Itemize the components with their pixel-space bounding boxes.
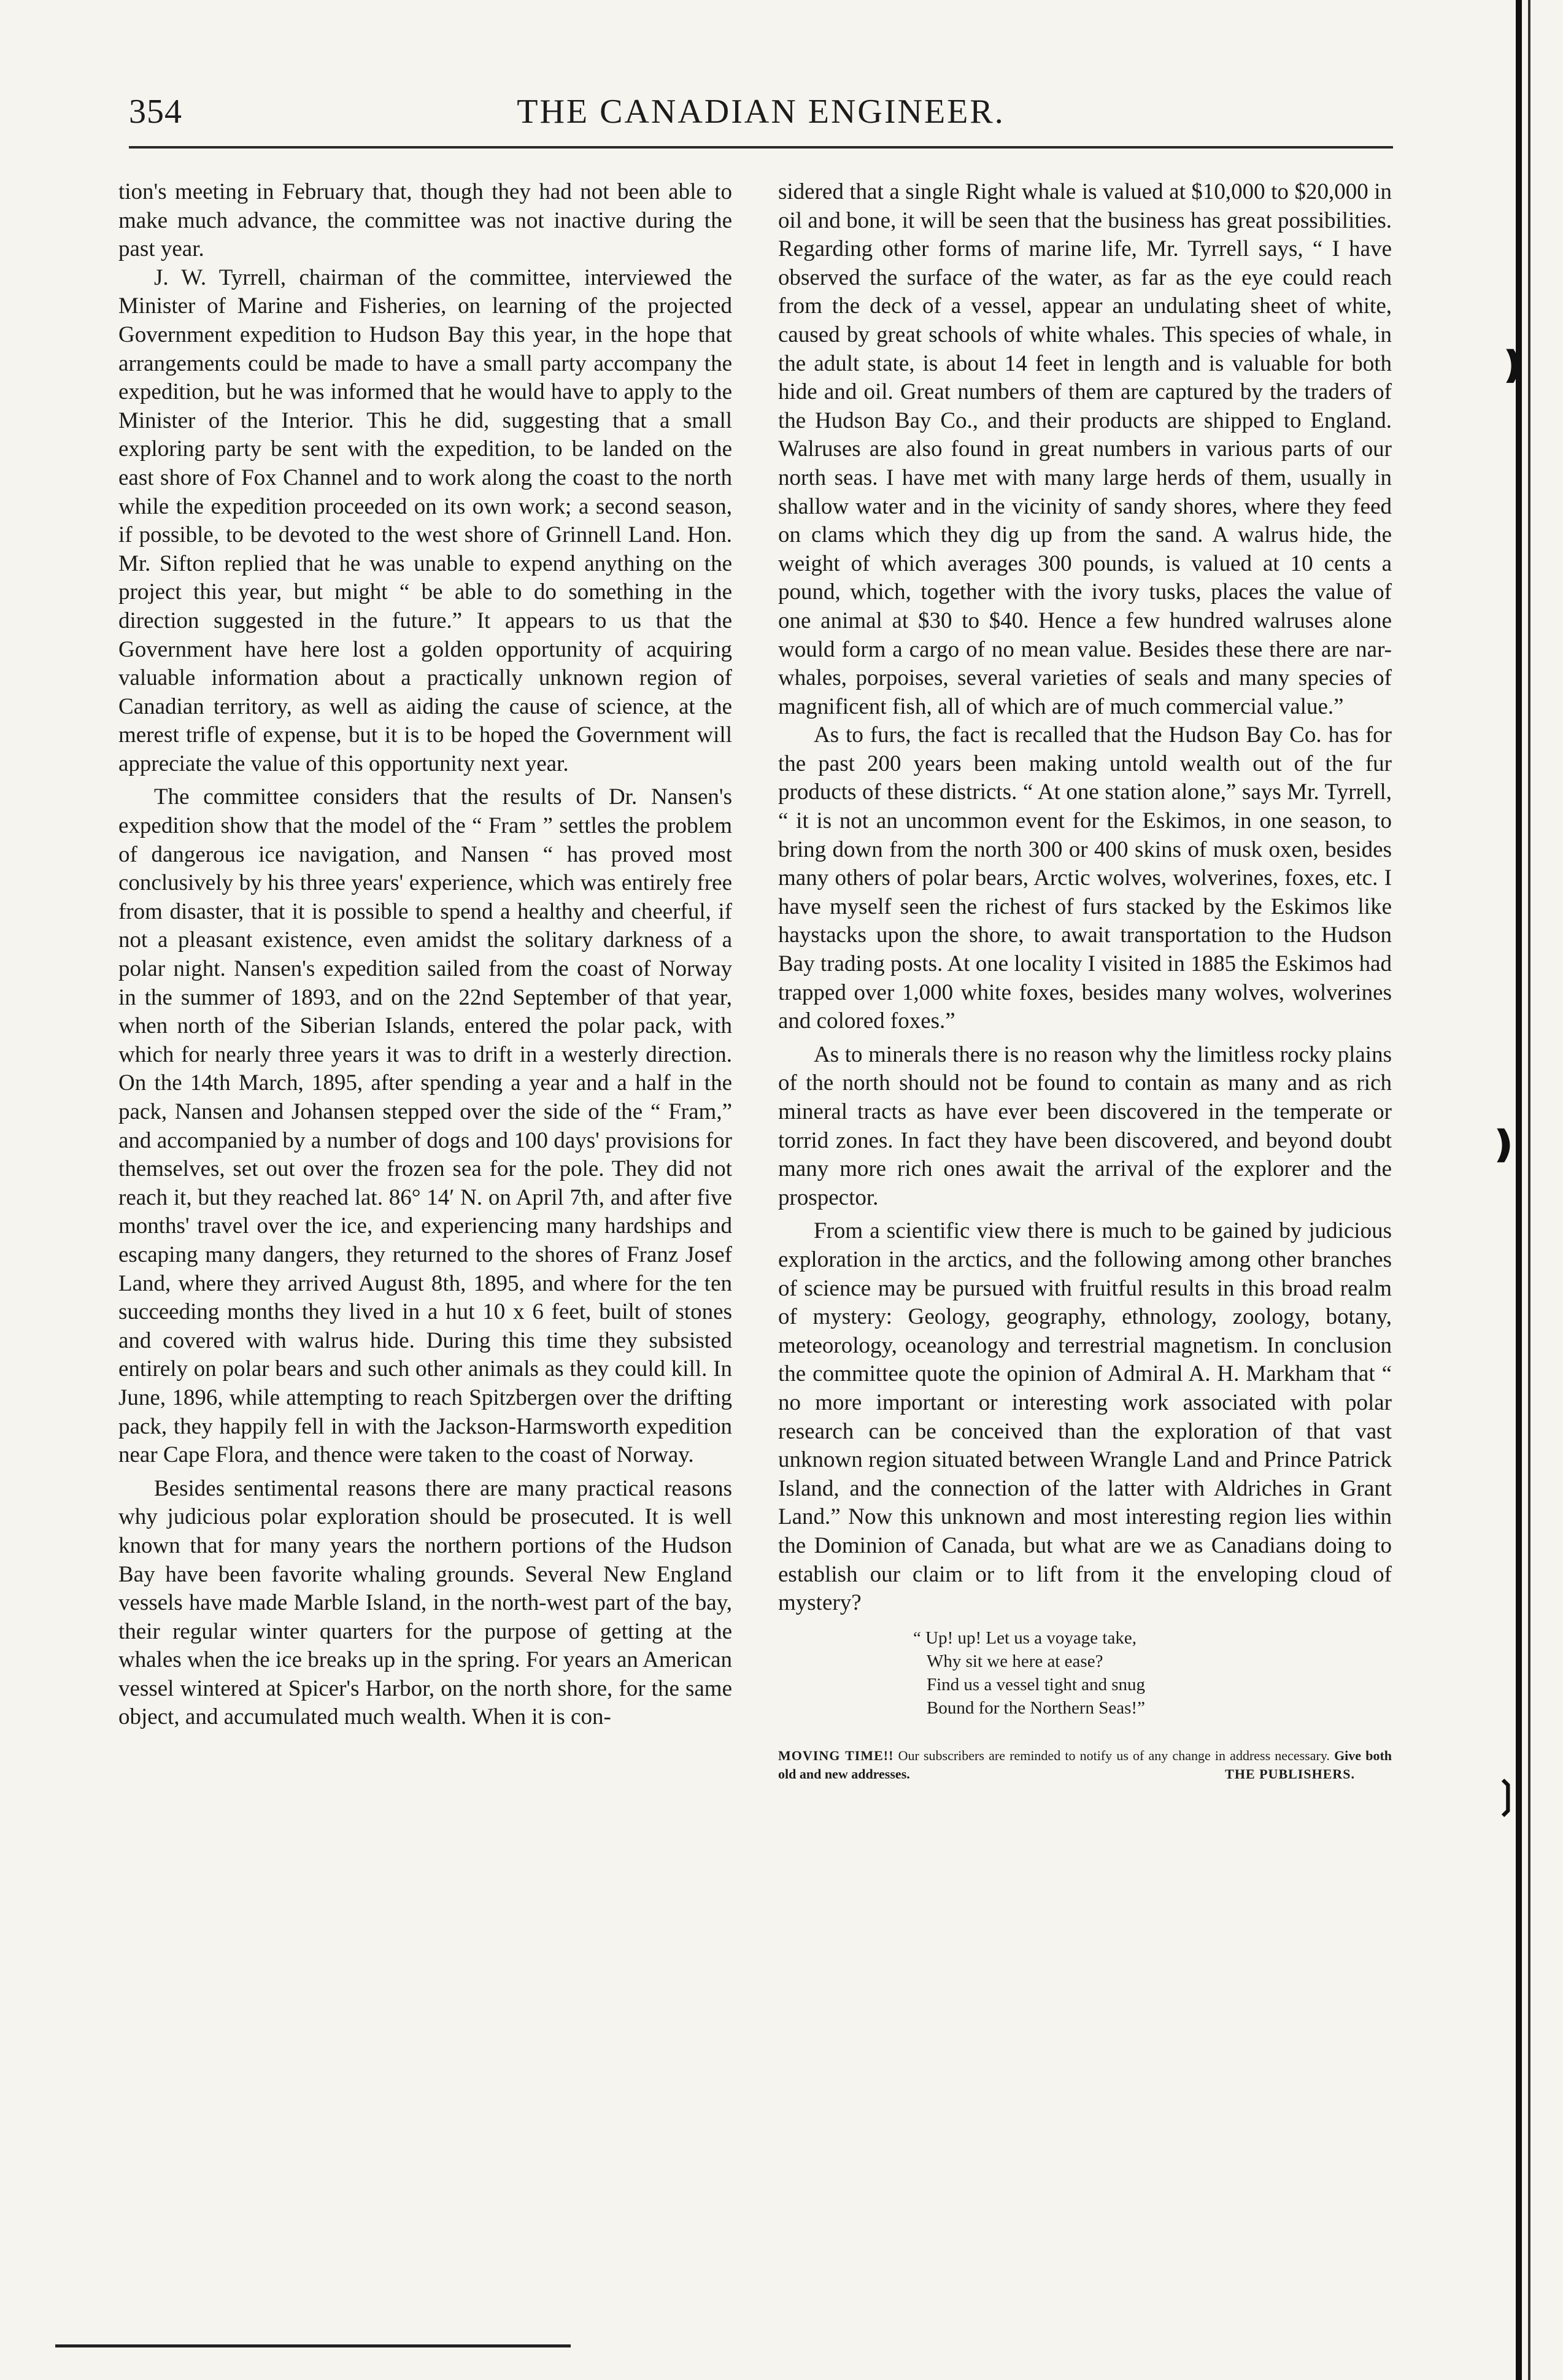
paragraph: The committee considers that the results of Dr. Nansen's expedition show that the model of the “ Fram ” settles the problem of dangerous ice navigation, and Nansen “ has proved most conclusively by his three years' experience, which was entirely free from disaster, that it is possible to spend a healthy and cheerful, if not a pleasant existence, even amidst the solitary darkness of a polar night. Nansen's expedition sailed from the coast of Norway in the summer of 1893, and on the 22nd September of that year, when north of the Siberian Islands, entered the polar pack, with which for nearly three years it was to drift in a westerly direction. On the 14th March, 1895, after spending a year and a half in the pack, Nansen and Johansen stepped over the side of the “ Fram,” and accompanied by a number of dogs and 100 days' provisions for themselves, set out over the frozen sea for the pole. They did not reach it, but they reached lat. 86° 14′ N. on April 7th, and after five months' travel over the ice, and experiencing many hardships and escaping many dangers, they returned to the shores of Franz Josef Land, where they arrived August 8th, 1895, and where for the ten succeeding months they lived in a hut 10 x 6 feet, built of stones and covered with walrus hide. During this time they subsisted entirely on polar bears and such other animals as they could kill. In June, 1896, while attempting to reach Spitzbergen over the drifting pack, they happily fell in with the Jackson-Harmsworth expedition near Cape Flora, and thence were taken to the coast of Norway. (118, 784, 732, 1468)
paragraph: sidered that a single Right whale is valued at $10,000 to $20,000 in oil and bone, it will be seen that the business has great possibilities. Regarding other forms of marine life, Mr. Tyrrell says, “ I have observed the surface of the water, as far as the eye could reach from the deck of a vessel, appear an undulating sheet of white, caused by great schools of white whales. This species of whale, in the adult state, is about 14 feet in length and is valuable for both hide and oil. Great numbers of them are captured by the traders of the Hudson Bay Co., and their products are shipped to England. Walruses are also found in great numbers in various parts of our north seas. I have met with many large herds of them, usually in shallow water and in the vicinity of sandy shores, where they feed on clams which they dig up from the sand. A walrus hide, the weight of which averages 300 pounds, is valued at 10 cents a pound, which, together with the ivory tusks, places the value of one animal at $30 to $40. Hence a few hundred walruses alone would form a cargo of no mean value. Besides these there are nar-whales, porpoises, several varieties of seals and many species of magnificent fish, all of which are of much commercial value.” (778, 179, 1392, 719)
verse-quote (913, 1626, 1392, 1720)
bottom-rule (55, 2344, 571, 2347)
notice-text: Our subscribers are reminded to notify us of any change in address necessary. (898, 1747, 1330, 1763)
margin-mark: ❫ (1497, 345, 1529, 385)
right-column (778, 178, 1392, 1783)
paragraph: As to furs, the fact is recalled that the Hudson Bay Co. has for the past 200 years been making untold wealth out of the fur products of these districts. “ At one station alone,” says Mr. Tyrrell, “ it is not an uncommon event for the Eskimos, in one season, to bring down from the north 300 or 400 skins of musk oxen, besides many others of polar bears, Arctic wolves, wolverines, foxes, etc. I have myself seen the richest of furs stacked by the Eskimos like haystacks upon the shore, to await transportation to the Hudson Bay trading posts. At one locality I visited in 1885 the Eskimos had trapped over 1,000 white foxes, besides many wolves, wolverines and colored foxes.” (778, 722, 1392, 1034)
left-column (118, 178, 732, 1732)
notice-text-bold: Give both old and new addresses. (778, 1747, 1392, 1782)
verse-line: Find us a vessel tight and snug (927, 1674, 1146, 1694)
verse-line: Why sit we here at ease? (927, 1651, 1103, 1671)
notice-title: MOVING TIME!! (778, 1747, 894, 1763)
paragraph: From a scientific view there is much to be gained by judicious exploration in the arctics, and the following among other branches of science may be pursued with fruitful results in this broad realm of mystery: Geology, geography, ethnology, zoology, botany, meteorology, oceanology and terrestrial magnetism. In conclusion the committee quote the opinion of Admiral A. H. Markham that “ no more important or interesting work associated with polar research can be conceived than the exploration of that vast unknown region situated between Wrangle Land and Prince Patrick Island, and the connection of the latter with Aldriches in Grant Land.” Now this unknown and most interesting region lies within the Dominion of Canada, but what are we as Canadians doing to establish our claim or to lift from it the enveloping cloud of mystery? (778, 1218, 1392, 1616)
paragraph: J. W. Tyrrell, chairman of the committee, interviewed the Minister of Marine and Fisheries, on learning of the projected Government expedition to Hudson Bay this year, in the hope that arrangements could be made to have a small party accompany the expedition, but he was informed that he would have to apply to the Minister of the Interior. This he did, suggesting that a small exploring party be sent with the expedition, to be landed on the east shore of Fox Channel and to work along the coast to the north while the expedition proceeded on its own work; a second season, if possible, to be devoted to the west shore of Grinnell Land. Hon. Mr. Sifton replied that he was unable to expend anything on the project this year, but might “ be able to do something in the direction suggested in the future.” It appears to us that the Government have here lost a golden opportunity of acquiring valuable information about a practically unknown region of Canadian territory, as well as aiding the cause of science, at the merest trifle of expense, but it is to be hoped the Government will appreciate the value of this opportunity next year. (118, 265, 732, 776)
paragraph: As to minerals there is no reason why the limitless rocky plains of the north should not be found to contain as many and as rich mineral tracts as have ever been discovered in the temperate or torrid zones. In fact they have been discovered, and beyond doubt many more rich ones await the arrival of the explorer and the prospector. (778, 1041, 1392, 1210)
paragraph: tion's meeting in February that, though they had not been able to make much advance, the committee was not inactive during the past year. (118, 179, 732, 262)
paragraph: Besides sentimental reasons there are many practical reasons why judicious polar exploration should be prosecuted. It is well known that for many years the northern portions of the Hudson Bay have been favorite whaling grounds. Several New England vessels have made Marble Island, in the north-west part of the bay, their regular winter quarters for the purpose of getting at the whales when the ice breaks up in the spring. For years an American vessel wintered at Spicer's Harbor, on the north shore, for the same object, and accumulated much wealth. When it is con- (118, 1475, 732, 1730)
running-title: THE CANADIAN ENGINEER. (517, 93, 1005, 131)
notice-signature: THE PUBLISHERS. (1225, 1766, 1355, 1782)
margin-mark: ❫ (1488, 1124, 1519, 1165)
verse-line: Bound for the Northern Seas!” (927, 1698, 1145, 1718)
page-header (129, 92, 1393, 141)
verse-line: “ Up! up! Let us a voyage take, (913, 1628, 1137, 1648)
header-rule (129, 146, 1393, 149)
binding-edge (1528, 0, 1530, 2380)
page-number: 354 (129, 93, 182, 131)
margin-mark: ❳ (1491, 1775, 1522, 1815)
subscriber-notice (778, 1747, 1392, 1783)
